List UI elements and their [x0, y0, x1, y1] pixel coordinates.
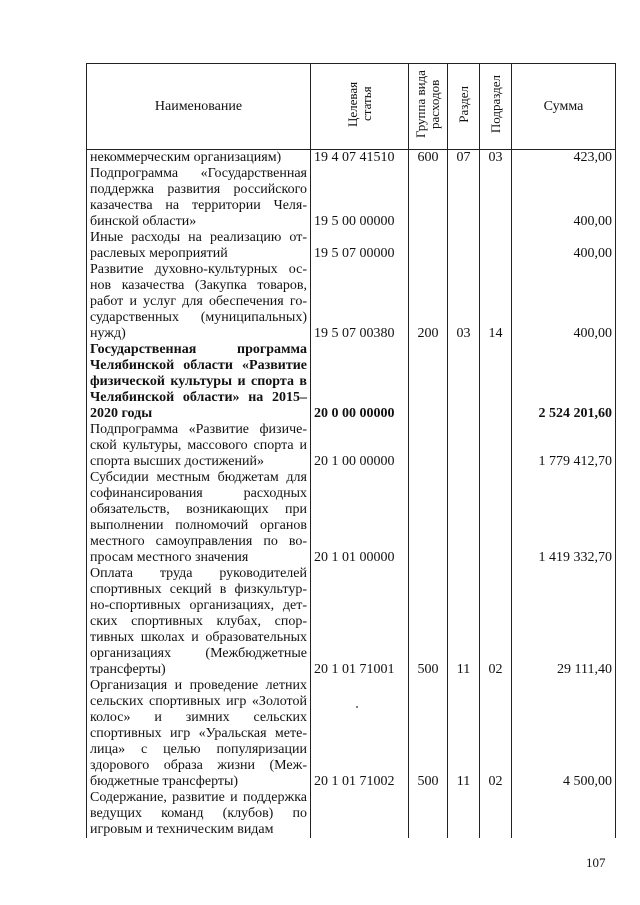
cell-section: 03 [448, 262, 480, 342]
cell-target-code: 20 1 01 71001 [311, 566, 409, 678]
cell-sum [512, 790, 616, 838]
cell-expense-group [409, 342, 448, 422]
header-subsection [480, 64, 512, 150]
cell-name: Государственная программа Челябинской области «Развитие физической культуры и спорта в Челябинской области» на 2015–2020 годы [87, 342, 311, 422]
cell-subsection [480, 470, 512, 566]
header-section-label: Раздел [455, 85, 471, 123]
table-row [87, 262, 616, 342]
table-body [87, 150, 616, 839]
table-header-row [87, 64, 616, 150]
cell-subsection: 14 [480, 262, 512, 342]
cell-section [448, 422, 480, 470]
cell-section: 07 [448, 150, 480, 167]
cell-subsection [480, 422, 512, 470]
table-row [87, 422, 616, 470]
cell-subsection [480, 166, 512, 230]
cell-subsection: 02 [480, 678, 512, 790]
cell-section [448, 230, 480, 262]
header-sum-label: Сумма [543, 98, 584, 114]
cell-name: Содержание, развитие и поддержка ведущих команд (клубов) по игровым и техническим видам [87, 790, 311, 838]
table-row [87, 678, 616, 790]
header-name-label: Наименование [154, 98, 243, 114]
cell-section [448, 342, 480, 422]
header-group-label: Группа вида расходов [413, 70, 442, 138]
table-row [87, 230, 616, 262]
cell-expense-group [409, 230, 448, 262]
cell-name: Иные расходы на реализацию отраслевых мероприятий [87, 230, 311, 262]
header-section [448, 64, 480, 150]
cell-sum: 29 111,40 [512, 566, 616, 678]
cell-sum: 4 500,00 [512, 678, 616, 790]
cell-section: 11 [448, 678, 480, 790]
page-number: 107 [586, 855, 606, 870]
cell-name: Развитие духовно-культурных основ казачества (Закупка товаров, работ и услуг для обеспечения государственных (муниципальных) нужд) [87, 262, 311, 342]
cell-subsection [480, 790, 512, 838]
cell-expense-group: 600 [409, 150, 448, 167]
cell-name: Подпрограмма «Развитие физической культуры, массового спорта и спорта высших достижений» [87, 422, 311, 470]
cell-expense-group [409, 470, 448, 566]
cell-sum: 400,00 [512, 262, 616, 342]
cell-expense-group [409, 422, 448, 470]
header-sum [512, 64, 616, 150]
table-row [87, 166, 616, 230]
cell-target-code: 20 1 00 00000 [311, 422, 409, 470]
table-row [87, 566, 616, 678]
cell-target-code: 20 0 00 00000 [311, 342, 409, 422]
cell-subsection: 03 [480, 150, 512, 167]
cell-subsection [480, 342, 512, 422]
cell-expense-group: 500 [409, 566, 448, 678]
cell-target-code: 19 5 07 00380 [311, 262, 409, 342]
cell-name: некоммерческим организациям) [87, 150, 311, 167]
table-row [87, 342, 616, 422]
scan-speck [356, 706, 358, 708]
cell-expense-group [409, 166, 448, 230]
cell-sum: 2 524 201,60 [512, 342, 616, 422]
header-group [409, 64, 448, 150]
cell-name: Подпрограмма «Государственная поддержка развития российского казачества на территории Челябинской области» [87, 166, 311, 230]
table-row [87, 150, 616, 167]
cell-sum: 423,00 [512, 150, 616, 167]
cell-expense-group [409, 790, 448, 838]
cell-target-code: 19 5 00 00000 [311, 166, 409, 230]
header-target-label: Целевая статья [344, 81, 374, 127]
cell-section [448, 790, 480, 838]
header-target [311, 64, 409, 150]
cell-name: Организация и проведение летних сельских спортивных игр «Золотой колос» и зимних сельских спортивных игр «Уральская метелица» с целью популяризации здорового образа жизни (Межбюджетные трансферты) [87, 678, 311, 790]
cell-name: Субсидии местным бюджетам для софинансирования расходных обязательств, возникающих при выполнении полномочий органов местного самоуправления по вопросам местного значения [87, 470, 311, 566]
budget-table [86, 63, 616, 838]
header-subsection-label: Подраздел [487, 74, 503, 134]
cell-target-code: 20 1 01 00000 [311, 470, 409, 566]
cell-target-code [311, 790, 409, 838]
cell-subsection: 02 [480, 566, 512, 678]
cell-name: Оплата труда руководителей спортивных секций в физкультурно-спортивных организациях, детских спортивных клубах, спортивных школах и образовательных организациях (Межбюджетные трансферты) [87, 566, 311, 678]
cell-sum: 400,00 [512, 230, 616, 262]
cell-sum: 400,00 [512, 166, 616, 230]
cell-target-code: 19 4 07 41510 [311, 150, 409, 167]
cell-subsection [480, 230, 512, 262]
cell-sum: 1 419 332,70 [512, 470, 616, 566]
table-row [87, 790, 616, 838]
cell-section: 11 [448, 566, 480, 678]
cell-section [448, 166, 480, 230]
cell-expense-group: 200 [409, 262, 448, 342]
cell-target-code: 19 5 07 00000 [311, 230, 409, 262]
cell-section [448, 470, 480, 566]
cell-sum: 1 779 412,70 [512, 422, 616, 470]
cell-target-code: 20 1 01 71002 [311, 678, 409, 790]
table-row [87, 470, 616, 566]
header-name [87, 64, 311, 150]
cell-expense-group: 500 [409, 678, 448, 790]
